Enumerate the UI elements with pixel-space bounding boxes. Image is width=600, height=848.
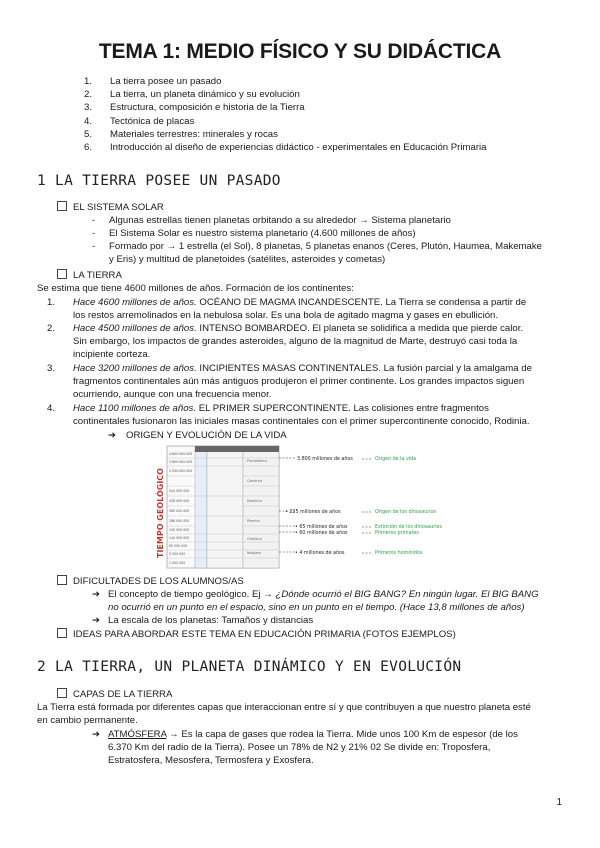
- svg-text:TIEMPO GEOLÓGICO: TIEMPO GEOLÓGICO: [156, 468, 165, 558]
- origen-item: ➔ ORIGEN Y EVOLUCIÓN DE LA VIDA: [108, 430, 287, 441]
- svg-text:Cámbrico: Cámbrico: [247, 479, 263, 483]
- svg-text:360 000 000: 360 000 000: [169, 509, 190, 513]
- checkbox-icon: [57, 201, 67, 211]
- chart-age-label: • 4 millones de años: [295, 551, 345, 557]
- dificultades-list: [92, 588, 562, 627]
- svg-text:438 000 000: 438 000 000: [169, 499, 190, 503]
- atmosfera-term: ATMÓSFERA: [108, 729, 167, 740]
- subsection-dificultades: DIFICULTADES DE LOS ALUMNOS/AS: [57, 575, 244, 588]
- svg-text:4.600.000.000: 4.600.000.000: [169, 452, 193, 456]
- table-of-contents: [84, 75, 487, 154]
- arrow-icon: ➔: [92, 615, 101, 626]
- section-1-heading: 1 LA TIERRA POSEE UN PASADO: [37, 173, 281, 189]
- toc-item: 5. Materiales terrestres: minerales y rocas: [84, 128, 278, 140]
- solar-list: [92, 214, 552, 266]
- svg-text:Cretácico: Cretácico: [247, 537, 262, 541]
- toc-item: 6. Introducción al diseño de experiencias didáctico - experimentales en Educación Primaria: [84, 142, 487, 154]
- svg-text:Devónico: Devónico: [247, 499, 262, 503]
- toc-item: 4. Tectónica de placas: [84, 115, 195, 127]
- svg-text:65 000 000: 65 000 000: [169, 544, 188, 548]
- subsection-tierra: LA TIERRA: [57, 269, 122, 282]
- toc-item: 3. Estructura, composición e historia de la Tierra: [84, 102, 305, 114]
- list-item: ➔ La escala de los planetas: Tamaños y distancias: [92, 615, 314, 626]
- toc-item: 1. La tierra posee un pasado: [84, 76, 222, 87]
- capas-paragraph: La Tierra está formada por diferentes capas que interaccionan entre sí y que contribuyen a que nuestro planeta esté en cambio permanente.: [37, 702, 531, 726]
- tierra-intro: Se estima que tiene 4600 millones de años. Formación de los continentes:: [37, 283, 354, 294]
- svg-text:Pérmico: Pérmico: [247, 519, 260, 523]
- arrow-icon: ➔: [92, 729, 101, 740]
- list-item: ➔ El concepto de tiempo geológico. Ej → ¿Dónde ocurrió el BIG BANG? En ningún lugar. El BIG BANG no ocurrió en un punto en el espacio, sino en un punto en el tiempo. (Hace 13,8 millones de años): [92, 589, 539, 613]
- event-item: 2. Hace 4500 millones de años. INTENSO BOMBARDEO. El planeta se solidifica a medida que pierde calor. Sin embargo, los impactos de grandes asteroides, alguno de la magnitud de Marte, destruyó casi toda la incipiente corteza.: [47, 323, 524, 360]
- arrow-icon: ➔: [92, 589, 101, 600]
- svg-text:Neógeno: Neógeno: [247, 551, 262, 555]
- chart-event-label: Origen de la vida: [375, 457, 417, 463]
- checkbox-icon: [57, 269, 67, 279]
- chart-age-label: • 65 millones de años: [295, 525, 348, 531]
- svg-text:3.800.000.000: 3.800.000.000: [169, 460, 193, 464]
- event-item: 3. Hace 3200 millones de años. INCIPIENTES MASAS CONTINENTALES. La fusión parcial y la amalgama de fragmentos continentales aún más antiguos produjeron el primer continente. Los grandes impactos siguen ocurriendo, aunque con una frecuencia menor.: [47, 363, 532, 400]
- arrow-icon: ➔: [108, 430, 117, 441]
- subsection-ideas: IDEAS PARA ABORDAR ESTE TEMA EN EDUCACIÓN PRIMARIA (FOTOS EJEMPLOS): [57, 628, 456, 641]
- chart-event-label: Origen de los dinosaurios: [375, 510, 437, 516]
- section-2-heading: 2 LA TIERRA, UN PLANETA DINÁMICO Y EN EVOLUCIÓN: [37, 659, 462, 675]
- chart-event-label: Primeros primates: [375, 531, 419, 537]
- page-title: TEMA 1: MEDIO FÍSICO Y SU DIDÁCTICA: [98, 40, 502, 63]
- chart-age-label: • 225 millones de años: [285, 510, 341, 516]
- list-item: - El Sistema Solar es nuestro sistema planetario (4.600 millones de años): [92, 228, 416, 239]
- chart-age-label: 3.800 millones de años: [297, 457, 353, 463]
- chart-age-label: • 60 millones de años: [295, 531, 348, 537]
- list-item: - Formado por → 1 estrella (el Sol), 8 planetas, 5 planetas enanos (Ceres, Plutón, Haumea, Makemake: [92, 241, 543, 252]
- svg-text:144 000 000: 144 000 000: [169, 536, 190, 540]
- checkbox-icon: [57, 628, 67, 638]
- svg-text:5 000 000: 5 000 000: [169, 552, 186, 556]
- page-number: 1: [556, 797, 562, 808]
- svg-text:245 000 000: 245 000 000: [169, 528, 190, 532]
- chart-event-label: Extinción de los dinosaurios: [375, 525, 442, 531]
- geologic-time-chart: [156, 446, 442, 568]
- checkbox-icon: [57, 575, 67, 585]
- svg-text:1 000 000: 1 000 000: [169, 561, 186, 565]
- subsection-capas: CAPAS DE LA TIERRA: [57, 688, 172, 701]
- subsection-solar: EL SISTEMA SOLAR: [57, 201, 164, 214]
- atmosfera-item: ➔ ATMÓSFERA → Es la capa de gases que rodea la Tierra. Mide unos 100 Km de espesor (de los 6.370 Km del radio de la Tierra). Posee un 78% de N2 y 21% 02 Se divide en: Troposfera, Estratosfera, Mesosfera, Termosfera y Exosfera.: [92, 729, 518, 766]
- list-item: - Algunas estrellas tienen planetas orbitando a su alrededor → Sistema planetario: [92, 215, 451, 226]
- svg-text:Precámbrico: Precámbrico: [247, 459, 267, 463]
- event-item: 1. Hace 4600 millones de años. OCÉANO DE MAGMA INCANDESCENTE. La Tierra se condensa a partir de los restos arremolinados en la nebulosa solar. Es una bola de agitado magma y gases en ebullición.: [47, 297, 527, 321]
- toc-item: 2. La tierra, un planeta dinámico y su evolución: [84, 89, 300, 101]
- svg-text:286 000 000: 286 000 000: [169, 519, 190, 523]
- list-item: y Eris) y multitud de planetoides (satélites, asteroides y cometas): [109, 254, 386, 265]
- checkbox-icon: [57, 688, 67, 698]
- event-item: 4. Hace 1100 millones de años. EL PRIMER SUPERCONTINENTE. Las colisiones entre fragmentos continentales fusionaron las iniciales masas continentales con el primer supercontinente conocido, Rodinia.: [47, 403, 530, 427]
- svg-text:2.500.000.000: 2.500.000.000: [169, 469, 193, 473]
- chart-event-label: Primeros homínidos: [375, 551, 423, 557]
- svg-text:544 000 000: 544 000 000: [169, 489, 190, 493]
